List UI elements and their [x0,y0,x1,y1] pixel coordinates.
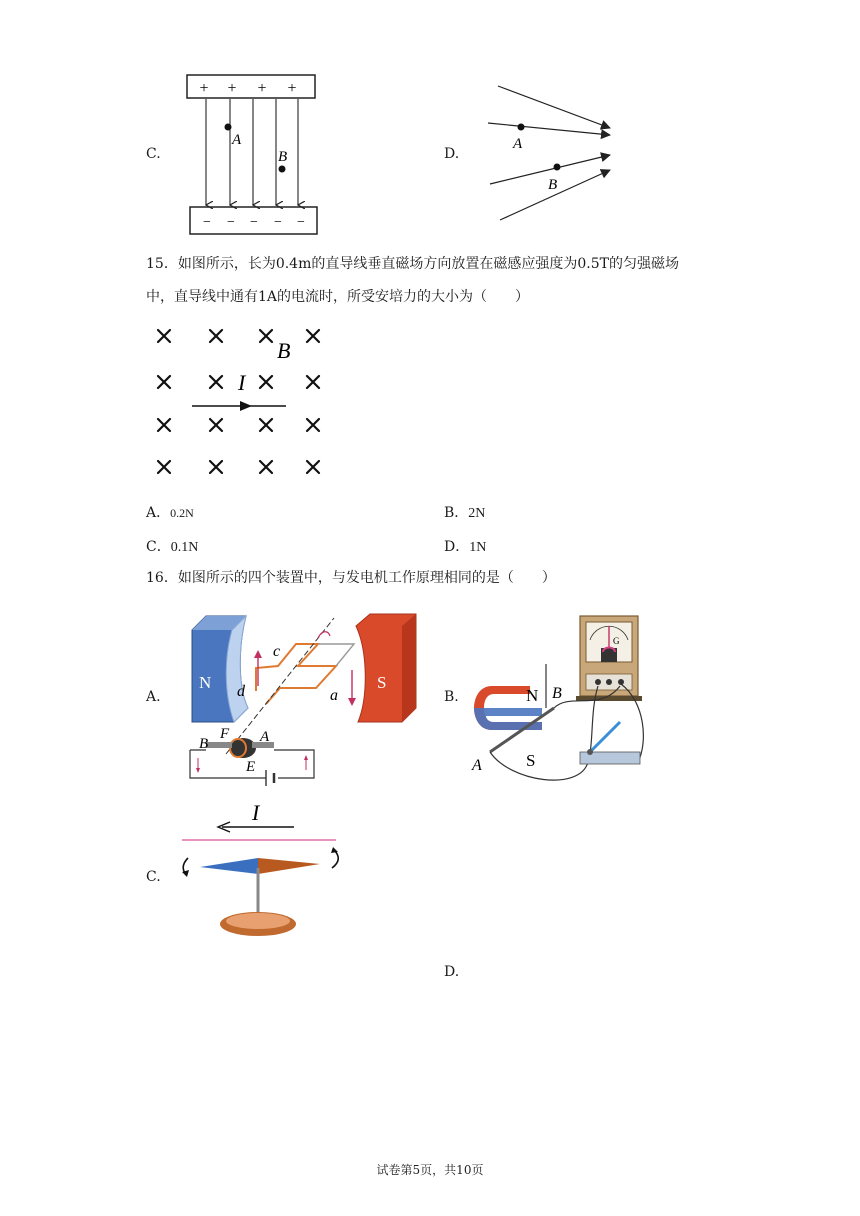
north-label: N [199,673,212,692]
q15-option-a[interactable] [146,502,194,522]
coil [256,644,336,704]
magnetic-field-figure [150,322,335,482]
point-a-dot [518,124,525,131]
converging-lines-figure [484,78,619,228]
oersted-figure [176,798,356,943]
field-label-b: B [277,338,291,363]
point-b-label: B [548,177,558,193]
induction-figure [470,612,650,790]
label-f: F [220,726,230,742]
minus-sign: − [227,215,235,230]
question-15-line-1: 15．如图所示，长为0.4m的直导线垂直磁场方向放置在磁感应强度为0.5T的匀强磁场 [146,256,679,272]
option-letter: D． [444,539,470,555]
motor-figure [186,608,421,793]
option-c-label: C. [146,146,161,162]
point-b-dot [279,166,286,173]
q16-option-b-label[interactable]: B. [444,689,459,705]
north-label: N [526,686,539,705]
option-value: 1N [469,540,487,555]
q16-option-d-label[interactable]: D. [444,964,460,980]
point-a-label: A [232,132,242,148]
b-label: B [552,685,562,702]
coil-label-a: a [330,687,338,704]
point-b-dot [554,164,561,171]
coil-label-d: d [237,683,245,700]
minus-sign: − [203,215,211,230]
minus-sign: − [274,215,282,230]
option-letter: B． [444,505,469,521]
south-label: S [526,751,536,770]
a-label: A [472,757,482,774]
plus-sign: + [227,80,237,97]
current-label-i: I [252,800,260,825]
label-e: E [246,759,256,775]
q16-option-c-label[interactable]: C. [146,869,161,885]
galvanometer-label: G [613,636,620,646]
south-label: S [377,673,387,692]
point-a-label: A [513,136,523,152]
compass-needle [200,858,258,874]
question-16-line-1: 16．如图所示的四个装置中，与发电机工作原理相同的是（ ） [146,570,556,586]
option-value: 0.2N [170,506,194,520]
option-value: 2N [468,506,486,521]
minus-sign: − [297,215,305,230]
field-cross-marks [158,330,319,473]
label-b: B [199,736,209,752]
coil-label-c: c [273,643,281,660]
q15-option-b[interactable] [444,502,485,522]
plus-sign: + [199,80,209,97]
q16-option-a-label[interactable]: A. [146,689,161,705]
page-footer: 试卷第5页，共10页 [376,1163,484,1177]
option-letter: C． [146,539,171,555]
point-a-dot [225,124,232,131]
plus-sign: + [257,80,267,97]
question-15-line-2: 中，直导线中通有1A的电流时，所受安培力的大小为（ ） [146,289,530,305]
point-b-label: B [278,149,288,165]
field-lines [488,86,610,220]
q15-option-c[interactable] [146,536,198,556]
q15-option-d[interactable] [444,536,486,556]
minus-sign: − [250,215,258,230]
option-d-label: D. [444,146,460,162]
field-plates-figure [180,70,325,240]
current-label-i: I [238,370,246,395]
plus-sign: + [287,80,297,97]
current-arrow [240,401,252,411]
option-value: 0.1N [170,540,199,555]
label-a: A [260,729,270,745]
option-letter: A． [146,505,171,521]
